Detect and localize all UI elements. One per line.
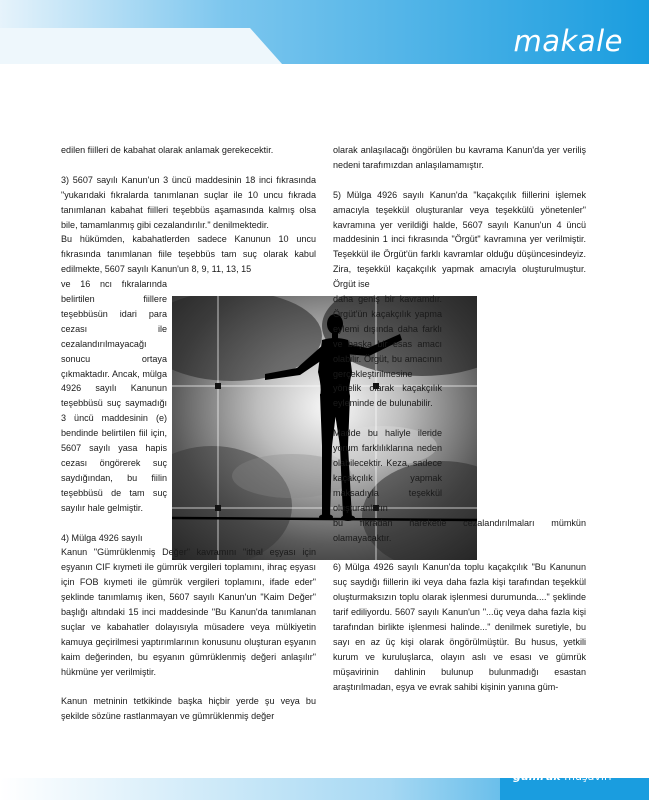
- paragraph: 5) Mülga 4926 sayılı Kanun'da "kaçakçılık fiillerini işlemek amacıyla teşekkül oluşturanlar veya teşekkülü yönetenler" kavramına yer verildiği halde, 5607 sayılı Kanun'un 4 üncü maddesinin 1 inci fıkrasında "Örgüt" kavramına yer verilmiştir. Teşekkül ile Örgüt'ün farklı kavramlar olduğu düşüncesindeyiz. Zira, teşekkül kaçakçılık yapmak amacıyla oluşturulmuştur. Örgüt ise: [333, 189, 586, 290]
- paragraph: 6) Mülga 4926 sayılı Kanun'da toplu kaçakçılık "Bu Kanunun suç saydığı fiillerin iki veya daha fazla kişi tarafından teşekkül oluşturmaksızın toplu olarak işlenmesi durumunda...." şeklinde tarif ediliyordu. 5607 sayılı Kanun'un "...üç veya daha fazla kişi tarafından birlikte işlenmesi halinde..." denilmek suretiyle, bu sayı en az üç kişi olarak öngörülmüştür. Bu husus, yetkili kurum ve kuruluşlarca, olayın aslı ve esası ve gümrük müşavirinin dahlinin bulunup bulunmadığı esastan araştırılmadan, eşya ve evrak sahibi kişinin yanına güm-: [333, 562, 586, 692]
- paragraph: Madde bu haliyle ileride yorum farklılıklarına neden olabilecektir. Keza, sadece kaçakçılık yapmak maksadıyla teşekkül oluşturanların: [333, 428, 442, 513]
- left-column: [61, 143, 316, 724]
- paragraph: bu fıkradan hareketle cezalandırılmaları mümkün olamayacaktır.: [333, 517, 586, 543]
- paragraph: daha geniş bir kavramdır. Örgüt'ün kaçakçılık yapma eylemi dışında daha farklı ve başka bir esas amacı olabilir. Örgüt, bu amacının gerçekleştirilmesine yönelik olarak kaçakçılık eyleminde de bulunabilir.: [333, 294, 442, 409]
- paragraph: Kanun "Gümrüklenmiş Değer" kavramını "ithal eşyası için eşyanın CIF kıymeti ile gümrük vergileri toplamını, ihraç eşyası için FOB kıymeti ile gümrük vergileri toplamını, ifade eder" şeklinde tanımlamış iken, 5607 sayılı Kanun'un "Kaim Değer" başlığı altındaki 15 inci maddesinde "Bu Kanun'da tanımlanan suçlar ve kabahatler dolayısıyla müsadere veya mülkiyetin kamuya geçirilmesi yaptırımlarının konusunu oluşturan eşyanın kaim değerinden, bu eşyanın gümrüklenmiş değeri anlaşılır" hükmüne yer verilmiştir.: [61, 547, 316, 677]
- paragraph: ve 16 ncı fıkralarında belirtilen fiillere teşebbüsün idari para cezası ile cezalandırılmayacağı sonucu ortaya çıkmaktadır. Ancak, mülga 4926 sayılı Kanunun teşebbüsü suç saymadığı 3 üncü maddesinin (e) bendinde belirtilen fiil için, 5607 sayılı yasa hapis cezası öngörerek suç saydığından, bu fiilin teşebbüsü de tam suç sayılır hale gelmiştir.: [61, 279, 167, 513]
- brand-bold: gümrük: [513, 770, 561, 783]
- paragraph: olarak anlaşılacağı öngörülen bu kavrama Kanun'da yer veriliş nedeni tarafımızdan anlaşılamamıştır.: [333, 145, 586, 170]
- paragraph: 4) Mülga 4926 sayılı: [61, 532, 143, 543]
- paragraph: Kanun metninin tetkikinde başka hiçbir yerde şu veya bu şekilde sözüne rastlanmayan ve gümrüklenmiş değer: [61, 696, 316, 722]
- paragraph: Bu hükümden, kabahatlerden sadece Kanunun 10 uncu fıkrasında tanımlanan fiile teşebbüs tam suç olarak kabul edilmekte, 5607 sayılı Kanun'un 8, 9, 11, 13, 15: [61, 234, 316, 275]
- magazine-brand: [513, 770, 612, 783]
- paragraph: edilen fiilleri de kabahat olarak anlamak gerekecektir.: [61, 145, 274, 155]
- header-banner: [0, 0, 649, 64]
- section-title: makale: [513, 24, 623, 58]
- brand-rest: müşaviri: [564, 770, 612, 783]
- page-number: 19: [610, 767, 629, 782]
- paragraph: 3) 5607 sayılı Kanun'un 3 üncü maddesinin 18 inci fıkrasında "yukarıdaki fıkralarda tanımlanan suçlar ile 10 uncu fıkrada tanımlanan kabahat fiilleri teşebbüs aşamasında kalmış olsa bile, tamamlanmış gibi cezalandırılır." denilmektedir.: [61, 174, 316, 230]
- right-column: [333, 143, 586, 694]
